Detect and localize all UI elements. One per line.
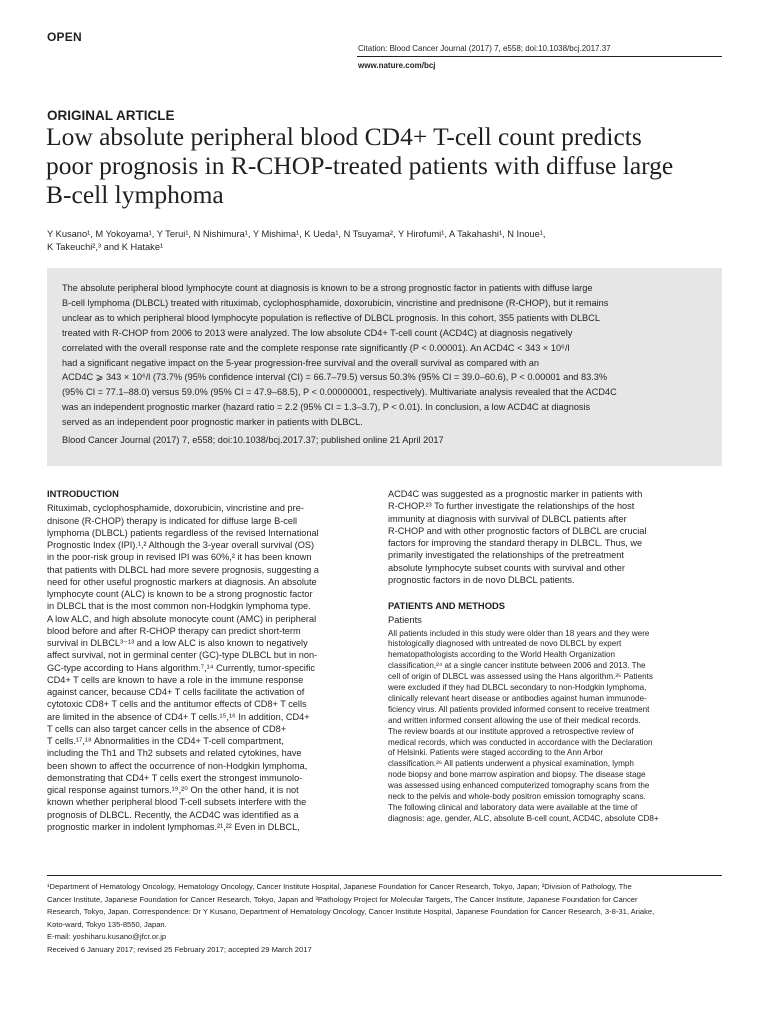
body-line: lymphocyte count (ALC) is known to be a strong prognostic factor (47, 589, 313, 599)
methods-text (388, 629, 722, 825)
body-line: ACD4C was suggested as a prognostic marker in patients with (388, 489, 643, 499)
body-line: that patients with DLBCL had more severe prognosis, suggesting a (47, 564, 319, 575)
footnote-divider (47, 875, 722, 876)
body-line: Rituximab, cyclophosphamide, doxorubicin, vincristine and pre- (47, 503, 304, 514)
body-line: ficiency virus. All patients provided informed consent to receive treatment (388, 704, 650, 714)
abstract-line: B-cell lymphoma (DLBCL) treated with rituximab, cyclophosphamide, doxorubicin, vincristine and prednisone (R-CHOP), but it remains (62, 297, 609, 308)
abstract-text (62, 281, 708, 430)
body-line: clinically relevant heart disease or antibodies against human immunode- (388, 693, 647, 703)
body-line: including the Th1 and Th2 subsets and related cytokines, have (47, 748, 302, 759)
body-line: cytotoxic CD8+ T cells and the antitumor effects of CD8+ T cells (47, 699, 307, 710)
footnote-line: Research, Tokyo, Japan. Correspondence: Dr Y Kusano, Department of Hematology Oncology, Cancer Institute Hospital, Japanese Foundation for Cancer Research, 3-8-31, Ariake, (47, 907, 655, 916)
left-column (47, 488, 367, 833)
body-line: The review boards at our institute approved a retrospective review of (388, 726, 634, 736)
abstract-line: was an independent prognostic marker (hazard ratio = 2.2 (95% CI = 1.3–3.7), P < 0.01). In conclusion, a low ACD4C at diagnosis (62, 402, 591, 413)
author-line: K Takeuchi²,³ and K Hatake¹ (47, 242, 164, 252)
body-line: Prognostic Index (IPI).¹,² Although the 3-year overall survival (OS) (47, 540, 315, 550)
footnotes (47, 881, 722, 956)
body-line: neck to the pelvis and whole-body positron emission tomography scans. (388, 792, 646, 802)
body-line: been shown to affect the occurrence of non-Hodgkin lymphoma, (47, 760, 308, 771)
body-line: blood before and after R-CHOP therapy can predict short-term (47, 625, 301, 636)
footnote-line: Received 6 January 2017; revised 25 February 2017; accepted 29 March 2017 (47, 944, 312, 954)
body-line: hematopathologists according to the World Health Organization (388, 650, 616, 660)
body-line: need for other useful prognostic markers at diagnosis. An absolute (47, 576, 317, 587)
body-line: in DLBCL that is the most common non-Hodgkin lymphoma type. (47, 601, 311, 612)
body-line: in the poor-risk group in revised IPI was 60%,² it has been known (47, 552, 312, 563)
body-line: and written informed consent allowing the use of their medical records. (388, 715, 641, 725)
patients-subheading: Patients (388, 614, 422, 626)
body-line: factors for improving the standard therapy in DLBCL. Thus, we (388, 538, 643, 548)
methods-heading: PATIENTS AND METHODS (388, 600, 506, 611)
right-column (388, 488, 722, 825)
journal-url-link[interactable]: www.nature.com/bcj (358, 61, 436, 70)
body-line: was assessed using enhanced computerized tomography scans from the (388, 781, 650, 791)
body-line: All patients included in this study were older than 18 years and they were (388, 628, 650, 638)
body-line: affect survival, not in germinal center (GC)-type DLBCL but in non- (47, 650, 318, 661)
body-line: dnisone (R-CHOP) therapy is indicated for diffuse large B-cell (47, 515, 298, 526)
body-line: gical response against tumors.¹⁹,²⁰ On the other hand, it is not (47, 785, 299, 795)
article-title (46, 122, 736, 209)
body-line: of Helsinki. Patients were staged according to the Ann Arbor (388, 748, 604, 758)
body-line: histologically diagnosed with untreated de novo DLBCL by expert (388, 639, 622, 649)
introduction-heading: INTRODUCTION (47, 488, 119, 499)
body-line: prognostic factors in de novo DLBCL patients. (388, 574, 575, 585)
body-line: A low ALC, and high absolute monocyte count (AMC) in peripheral (47, 613, 317, 624)
body-line: diagnosis: age, gender, ALC, absolute B-cell count, ACD4C, absolute CD8+ (388, 813, 659, 823)
abstract-line: The absolute peripheral blood lymphocyte count at diagnosis is known to be a strong prognostic factor in patients with diffuse large (62, 283, 593, 293)
title-line: poor prognosis in R-CHOP-treated patients with diffuse large (46, 151, 674, 180)
open-access-label: OPEN (47, 30, 82, 44)
body-line: prognostic marker in indolent lymphomas.²¹,²² Even in DLBCL, (47, 821, 300, 832)
abstract-line: treated with R-CHOP from 2006 to 2013 were analyzed. The low absolute CD4+ T-cell count (ACD4C) at diagnosis negatively (62, 327, 573, 338)
body-line: demonstrating that CD4+ T cells exert the strongest immunolo- (47, 772, 303, 783)
email-link[interactable]: E-mail: yoshiharu.kusano@jfcr.or.jp (47, 932, 167, 941)
footnote-line: Koto-ward, Tokyo 135-8550, Japan. (47, 919, 167, 929)
body-line: R-CHOP.²³ To further investigate the relationships of the host (388, 501, 635, 512)
body-line: CD4+ T cells are known to have a role in the immune response (47, 674, 304, 685)
citation-line: Citation: Blood Cancer Journal (2017) 7, e558; doi:10.1038/bcj.2017.37 (358, 44, 611, 53)
body-line: primarily investigated the relationships of the pretreatment (388, 550, 624, 561)
footnote-line: ¹Department of Hematology Oncology, Hematology Oncology, Cancer Institute Hospital, Japanese Foundation for Cancer Research, Tokyo, Japan; ²Division of Pathology, The (47, 882, 632, 891)
section-spacer (388, 586, 722, 600)
abstract-line: ACD4C ⩾ 343 × 10⁶/l (73.7% (95% confidence interval (CI) = 66.7–79.5) versus 50.3% (95% CI = 39.0–60.6), P < 0.00001 and 83.3% (62, 372, 608, 383)
author-line: Y Kusano¹, M Yokoyama¹, Y Terui¹, N Nishimura¹, Y Mishima¹, K Ueda¹, N Tsuyama², Y Hirofumi¹, A Takahashi¹, N Inoue¹, (47, 229, 546, 239)
body-line: classification.²⁶ All patients underwent a physical examination, lymph (388, 759, 634, 769)
abstract-line: correlated with the overall response rate and the complete response rate significantly (P < 0.00001). An ACD4C < 343 × 10⁶/l (62, 342, 570, 353)
body-line: classification,²⁴ at a single cancer institute between 2006 and 2013. The (388, 661, 646, 671)
abstract-line: had a significant negative impact on the 5-year progression-free survival and the overall survival as compared with an (62, 357, 539, 368)
footnote-line: Cancer Institute, Japanese Foundation for Cancer Research, Tokyo, Japan and ³Pathology Project for Molecular Targets, The Cancer Institute, Japanese Foundation for Cancer (47, 894, 638, 904)
body-line: were excluded if they had DLBCL secondary to non-Hodgkin lymphoma, (388, 683, 647, 693)
body-line: known whether peripheral blood T-cell subsets interfere with the (47, 797, 307, 808)
body-line: The following clinical and laboratory data were available at the time of (388, 803, 638, 812)
body-line: GC-type according to Hans algorithm.⁷,¹⁴ Currently, tumor-specific (47, 662, 316, 673)
body-line: T cells.¹⁷,¹⁸ Abnormalities in the CD4+ T-cell compartment, (47, 736, 284, 746)
journal-reference: Blood Cancer Journal (2017) 7, e558; doi:10.1038/bcj.2017.37; published online 21 April 2017 (62, 435, 444, 445)
header-divider (357, 56, 722, 57)
body-line: T cells can also target cancer cells in the absence of CD8+ (47, 723, 287, 734)
body-line: absolute lymphocyte subset counts with survival and other (388, 562, 625, 573)
title-line: Low absolute peripheral blood CD4+ T-cell count predicts (46, 122, 642, 151)
title-line: B-cell lymphoma (46, 180, 224, 209)
body-line: are limited in the absence of CD4+ T cells.¹⁵,¹⁶ In addition, CD4+ (47, 711, 310, 722)
body-line: cell of origin of DLBCL was assessed using the Hans algorithm.²⁵ Patients (388, 672, 653, 682)
body-line: lymphoma (DLBCL) patients regardless of the revised International (47, 527, 319, 538)
body-line: survival in DLBCL³⁻¹³ and a low ALC is also known to negatively (47, 638, 308, 648)
abstract-line: unclear as to which peripheral blood lymphocyte population is reflective of DLBCL prognosis. In this cohort, 355 patients with DLBCL (62, 312, 600, 323)
abstract-line: served as an independent poor prognostic marker in patients with DLBCL. (62, 417, 363, 428)
body-line: immunity at diagnosis with survival of DLBCL patients after (388, 513, 627, 524)
article-category: ORIGINAL ARTICLE (47, 108, 175, 123)
body-line: node biopsy and bone marrow aspiration and biopsy. The disease stage (388, 770, 646, 780)
body-line: R-CHOP and with other prognostic factors of DLBCL are crucial (388, 525, 647, 536)
body-line: against cancer, because CD4+ T cells facilitate the activation of (47, 687, 305, 697)
abstract-line: (95% CI = 77.1–88.0) versus 59.0% (95% CI = 47.9–68.5), P < 0.00000001, respectively). Multivariate analysis revealed that the ACD4C (62, 387, 617, 398)
body-line: prognosis of DLBCL. Recently, the ACD4C was identified as a (47, 809, 299, 820)
body-line: medical records, which was conducted in accordance with the Declaration (388, 737, 653, 747)
author-list (47, 228, 737, 254)
